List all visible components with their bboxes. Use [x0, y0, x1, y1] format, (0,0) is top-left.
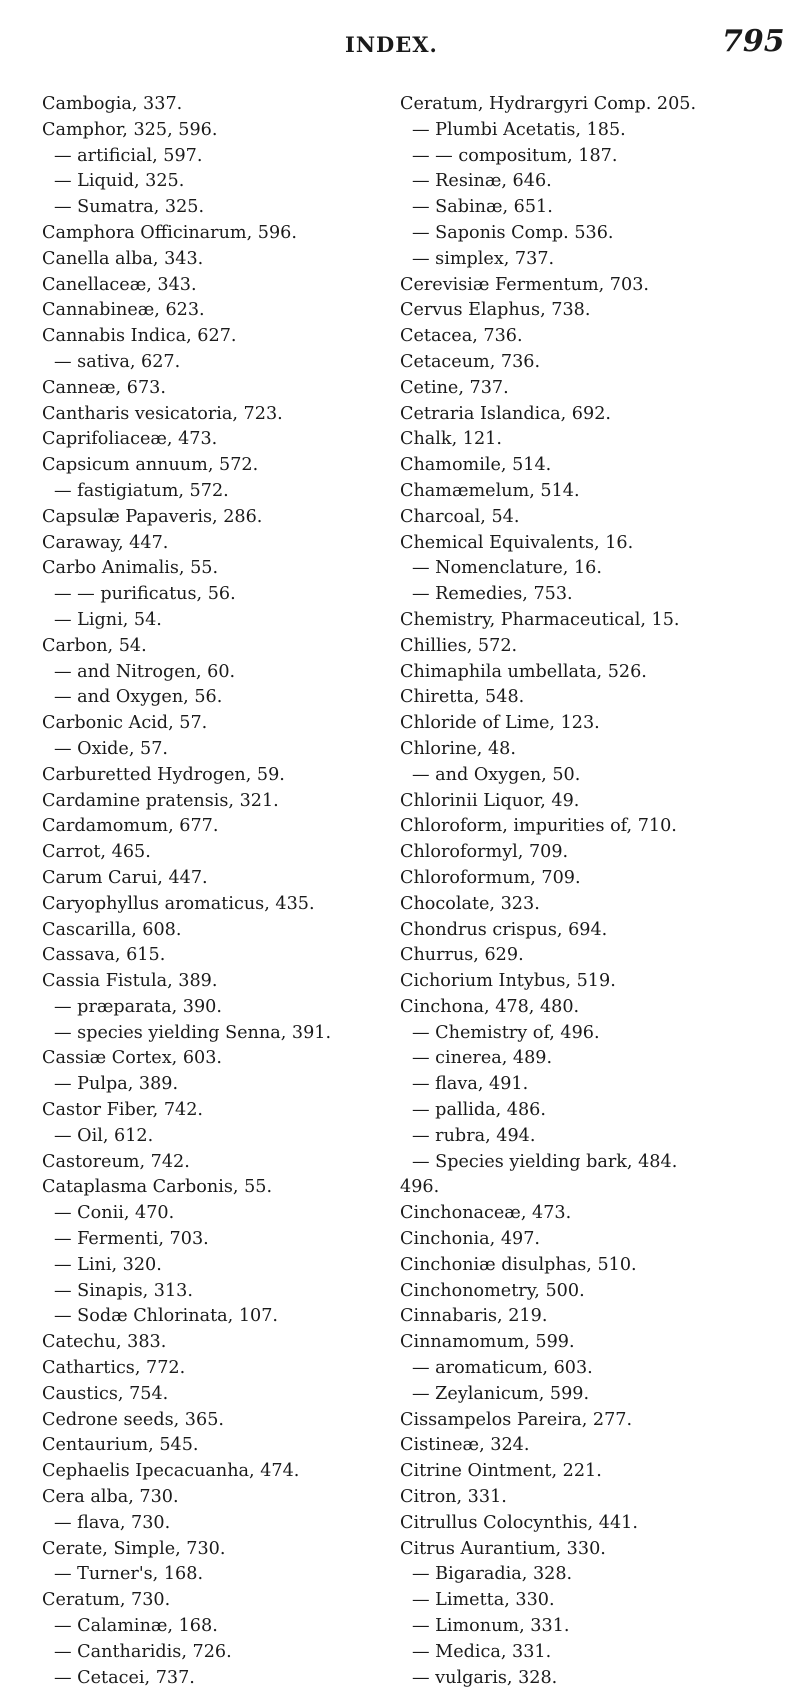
index-entry: Cetraria Islandica, 692.	[400, 403, 611, 424]
index-entry: — Lini, 320.	[54, 1254, 162, 1275]
index-entry: Cera alba, 730.	[42, 1487, 179, 1508]
index-entry: Cissampelos Pareira, 277.	[400, 1409, 633, 1430]
index-entry: Caraway, 447.	[42, 532, 169, 553]
index-entry: — cinerea, 489.	[412, 1048, 553, 1069]
index-entry: Citrus Aurantium, 330.	[400, 1538, 606, 1559]
index-entry: — flava, 491.	[412, 1074, 529, 1095]
index-entry: — Ligni, 54.	[54, 609, 162, 630]
index-entry: Cardamine pratensis, 321.	[42, 790, 279, 811]
index-entry: — — compositum, 187.	[412, 145, 618, 166]
index-entry: 496.	[400, 1177, 440, 1198]
index-entry: Cassia Fistula, 389.	[42, 971, 218, 992]
index-entry: Centaurium, 545.	[42, 1435, 199, 1456]
index-entry: Cinchoniæ disulphas, 510.	[400, 1254, 637, 1275]
index-entry: — and Oxygen, 50.	[412, 764, 581, 785]
index-entry: Cataplasma Carbonis, 55.	[42, 1177, 273, 1198]
page-header	[0, 22, 801, 66]
index-entry: Cannabineæ, 623.	[42, 300, 205, 321]
index-entry: — and Oxygen, 56.	[54, 687, 223, 708]
index-entry: — Zeylanicum, 599.	[412, 1383, 590, 1404]
index-entry: Chillies, 572.	[400, 635, 518, 656]
index-entry: Chlorinii Liquor, 49.	[400, 790, 580, 811]
index-entry: Castor Fiber, 742.	[42, 1100, 203, 1121]
index-entry: — Sinapis, 313.	[54, 1280, 193, 1301]
index-entry: Cinchonia, 497.	[400, 1229, 541, 1250]
index-entry: — Sodæ Chlorinata, 107.	[54, 1306, 279, 1327]
index-entry: Carrot, 465.	[42, 842, 151, 863]
index-entry: Citrine Ointment, 221.	[400, 1461, 602, 1482]
index-entry: Cinchonometry, 500.	[400, 1280, 585, 1301]
index-entry: Cinchona, 478, 480.	[400, 996, 580, 1017]
index-entry: — aromaticum, 603.	[412, 1358, 593, 1379]
index-entry: Cassava, 615.	[42, 945, 166, 966]
index-entry: Cephaelis Ipecacuanha, 474.	[42, 1461, 300, 1482]
index-entry: Cervus Elaphus, 738.	[400, 300, 591, 321]
index-entry: — Cetacei, 737.	[54, 1667, 195, 1688]
index-entry: Cannabis Indica, 627.	[42, 326, 237, 347]
index-entry: Cathartics, 772.	[42, 1358, 186, 1379]
index-entry: — Calaminæ, 168.	[54, 1616, 218, 1637]
index-entry: Capsicum annuum, 572.	[42, 455, 259, 476]
index-column-left	[42, 92, 382, 1691]
index-entry: Carbo Animalis, 55.	[42, 558, 219, 579]
index-entry: — sativa, 627.	[54, 351, 181, 372]
index-entry: Cassiæ Cortex, 603.	[42, 1048, 222, 1069]
index-entry: — Pulpa, 389.	[54, 1074, 179, 1095]
index-entry: Camphor, 325, 596.	[42, 119, 218, 140]
index-entry: — rubra, 494.	[412, 1125, 536, 1146]
index-entry: Caryophyllus aromaticus, 435.	[42, 893, 315, 914]
index-entry: Chlorine, 48.	[400, 738, 516, 759]
index-entry: Carbonic Acid, 57.	[42, 713, 208, 734]
index-entry: Caprifoliaceæ, 473.	[42, 429, 218, 450]
index-entry: — Sumatra, 325.	[54, 197, 205, 218]
index-entry: Chimaphila umbellata, 526.	[400, 661, 647, 682]
index-entry: — flava, 730.	[54, 1512, 171, 1533]
index-entry: — præparata, 390.	[54, 996, 222, 1017]
index-entry: Canneæ, 673.	[42, 377, 166, 398]
index-entry: — Saponis Comp. 536.	[412, 222, 614, 243]
index-entry: — pallida, 486.	[412, 1100, 546, 1121]
index-entry: — and Nitrogen, 60.	[54, 661, 236, 682]
index-entry: Ceratum, Hydrargyri Comp. 205.	[400, 94, 697, 114]
index-entry: Catechu, 383.	[42, 1332, 167, 1353]
index-entry: Cardamomum, 677.	[42, 816, 219, 837]
index-entry: Cetaceum, 736.	[400, 351, 541, 372]
index-entry: Cinnamomum, 599.	[400, 1332, 575, 1353]
index-entry: — vulgaris, 328.	[412, 1667, 558, 1688]
index-entry: Ceratum, 730.	[42, 1590, 171, 1611]
index-entry: Caustics, 754.	[42, 1383, 169, 1404]
index-entry: Canella alba, 343.	[42, 248, 204, 269]
index-entry: Chamæmelum, 514.	[400, 480, 580, 501]
index-entry: — Chemistry of, 496.	[412, 1022, 600, 1043]
index-entry: — Medica, 331.	[412, 1641, 552, 1662]
index-entry: — — purificatus, 56.	[54, 584, 236, 605]
index-entry: — Conii, 470.	[54, 1203, 175, 1224]
index-entry: — species yielding Senna, 391.	[54, 1022, 332, 1043]
index-entry: Chloroform, impurities of, 710.	[400, 816, 677, 837]
index-entry: Cetine, 737.	[400, 377, 509, 398]
index-entry: Cerevisiæ Fermentum, 703.	[400, 274, 649, 295]
index-entry: Chloride of Lime, 123.	[400, 713, 600, 734]
index-entry: — Resinæ, 646.	[412, 171, 552, 192]
index-entry: Chloroformyl, 709.	[400, 842, 569, 863]
index-entry: Citrullus Colocynthis, 441.	[400, 1512, 638, 1533]
index-entry: — artificial, 597.	[54, 145, 203, 166]
index-entry: Carum Carui, 447.	[42, 867, 208, 888]
index-entry: Charcoal, 54.	[400, 506, 520, 527]
index-entry: — Remedies, 753.	[412, 584, 573, 605]
index-entry: — Nomenclature, 16.	[412, 558, 602, 579]
index-entry: Chemical Equivalents, 16.	[400, 532, 634, 553]
index-entry: Camphora Officinarum, 596.	[42, 222, 297, 243]
index-entry: Cinchonaceæ, 473.	[400, 1203, 572, 1224]
index-entry: Cetacea, 736.	[400, 326, 523, 347]
index-entry: — Plumbi Acetatis, 185.	[412, 119, 626, 140]
index-entry: Cinnabaris, 219.	[400, 1306, 548, 1327]
index-entry: Citron, 331.	[400, 1487, 507, 1508]
index-entry: — Cantharidis, 726.	[54, 1641, 232, 1662]
index-entry: — Sabinæ, 651.	[412, 197, 553, 218]
index-entry: Cistineæ, 324.	[400, 1435, 530, 1456]
index-entry: Cedrone seeds, 365.	[42, 1409, 224, 1430]
index-entry: Cichorium Intybus, 519.	[400, 971, 616, 992]
index-entry: Cambogia, 337.	[42, 94, 183, 114]
index-entry: — fastigiatum, 572.	[54, 480, 229, 501]
index-entry: Chamomile, 514.	[400, 455, 552, 476]
index-entry: — simplex, 737.	[412, 248, 555, 269]
index-entry: Churrus, 629.	[400, 945, 524, 966]
page-number: 795	[722, 24, 785, 59]
index-entry: Carburetted Hydrogen, 59.	[42, 764, 285, 785]
index-entry: Chloroformum, 709.	[400, 867, 581, 888]
index-entry: — Oil, 612.	[54, 1125, 154, 1146]
index-entry: — Oxide, 57.	[54, 738, 168, 759]
index-entry: Chiretta, 548.	[400, 687, 525, 708]
index-column-right	[400, 92, 790, 1691]
index-entry: Canellaceæ, 343.	[42, 274, 197, 295]
index-entry: Chocolate, 323.	[400, 893, 540, 914]
page-title: INDEX.	[345, 32, 438, 57]
index-entry: — Fermenti, 703.	[54, 1229, 209, 1250]
index-entry: Cascarilla, 608.	[42, 919, 182, 940]
index-entry: — Turner's, 168.	[54, 1564, 204, 1585]
index-entry: Castoreum, 742.	[42, 1151, 190, 1172]
index-entry: — Bigaradia, 328.	[412, 1564, 573, 1585]
index-entry: — Species yielding bark, 484.	[412, 1151, 678, 1172]
index-entry: Carbon, 54.	[42, 635, 147, 656]
index-entry: Chemistry, Pharmaceutical, 15.	[400, 609, 680, 630]
index-entry: Capsulæ Papaveris, 286.	[42, 506, 263, 527]
index-entry: — Liquid, 325.	[54, 171, 185, 192]
index-entry: Chondrus crispus, 694.	[400, 919, 608, 940]
index-entry: Chalk, 121.	[400, 429, 502, 450]
index-entry: Cerate, Simple, 730.	[42, 1538, 226, 1559]
index-entry: — Limetta, 330.	[412, 1590, 555, 1611]
index-entry: Cantharis vesicatoria, 723.	[42, 403, 283, 424]
index-entry: — Limonum, 331.	[412, 1616, 570, 1637]
